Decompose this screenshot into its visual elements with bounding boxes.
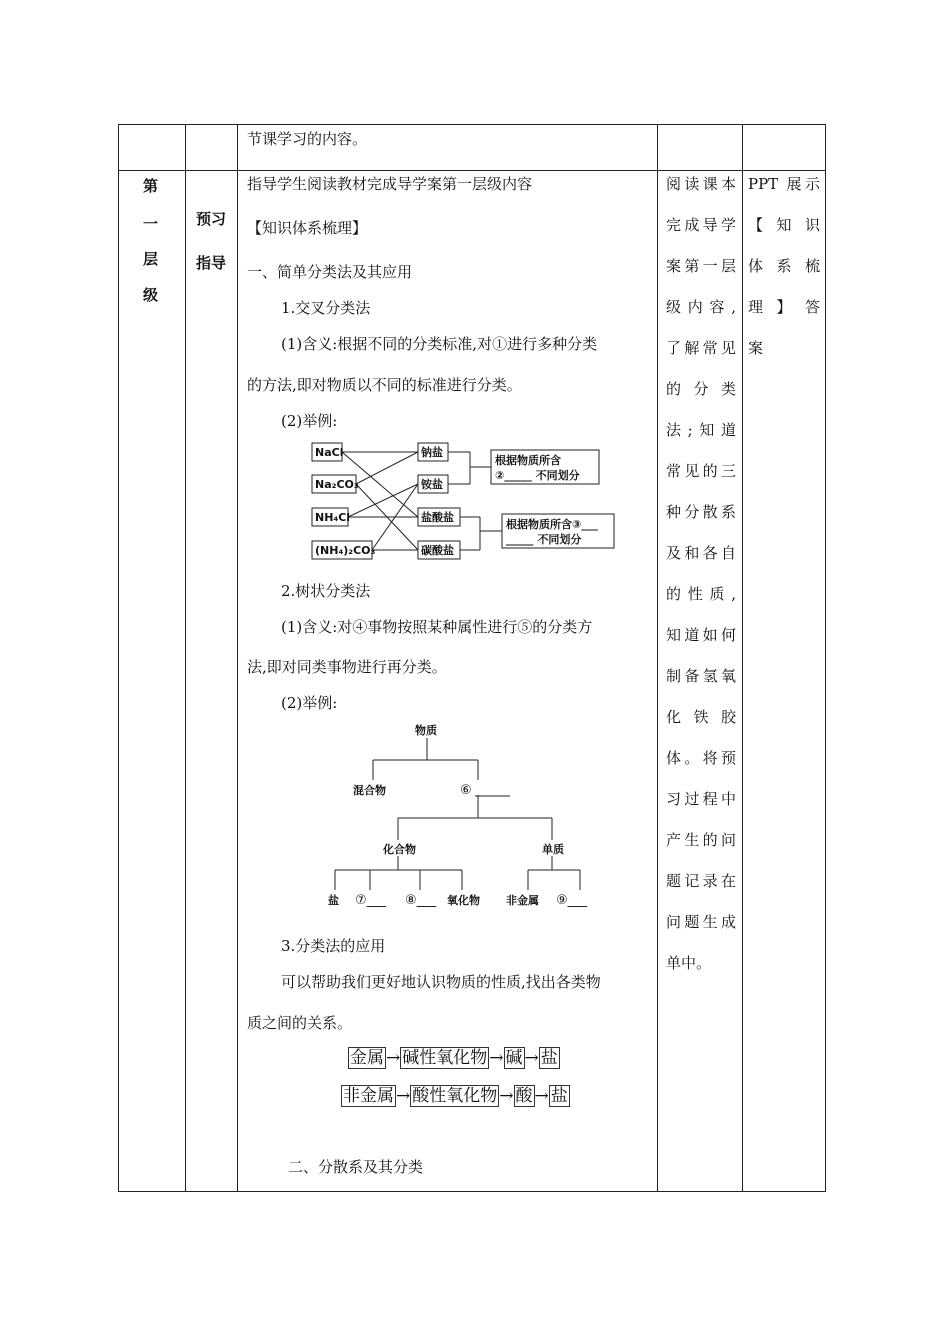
activity-line: 习过程中 bbox=[666, 790, 736, 808]
arrow-icon: → bbox=[499, 1086, 514, 1106]
media-line: 案 bbox=[748, 339, 764, 357]
tree-classification-diagram bbox=[320, 718, 620, 913]
s2-example: (2)举例: bbox=[281, 694, 338, 712]
chain2-salt: 盐 bbox=[550, 1086, 568, 1106]
student-activity bbox=[666, 174, 736, 994]
activity-line: 体。将预 bbox=[666, 749, 736, 767]
section-label-2: 指导 bbox=[196, 254, 227, 272]
content-intro: 指导学生阅读教材完成导学案第一层级内容 bbox=[247, 175, 533, 193]
col-divider-4 bbox=[742, 125, 743, 1191]
section-label-1: 预习 bbox=[196, 210, 227, 228]
chain2-nonmetal: 非金属 bbox=[343, 1086, 394, 1106]
s3-text-line1: 可以帮助我们更好地认识物质的性质,找出各类物 bbox=[281, 973, 601, 991]
mid-label-3: 盐酸盐 bbox=[421, 511, 454, 524]
level-label-1: 第 bbox=[143, 177, 159, 195]
left-label-4: (NH₄)₂CO₃ bbox=[315, 544, 376, 557]
cross-classification-diagram bbox=[305, 440, 625, 565]
col-divider-1 bbox=[185, 125, 186, 1191]
s2-def-line1: (1)含义:对④事物按照某种属性进行⑤的分类方 bbox=[281, 618, 593, 636]
media-line: 体 系 梳 bbox=[748, 257, 820, 275]
arrow-icon: → bbox=[396, 1086, 411, 1106]
mid-label-4: 碳酸盐 bbox=[421, 544, 454, 557]
tree-oxide: 氧化物 bbox=[447, 894, 480, 907]
s1-title: 1.交叉分类法 bbox=[281, 299, 371, 317]
activity-line: 阅读课本 bbox=[666, 175, 736, 193]
right-top-line1: 根据物质所含 bbox=[495, 454, 561, 467]
arrow-icon: → bbox=[534, 1086, 549, 1106]
chain-row-1 bbox=[348, 1048, 560, 1068]
activity-line: 单中。 bbox=[666, 954, 712, 972]
activity-line: 题记录在 bbox=[666, 872, 736, 890]
col-divider-3 bbox=[657, 125, 658, 1191]
activity-line: 种分散系 bbox=[666, 503, 736, 521]
tree-element: 单质 bbox=[542, 843, 564, 856]
activity-line: 的性质, bbox=[666, 585, 736, 603]
level-label-3: 层 bbox=[143, 250, 159, 268]
right-bottom-line2: _____ 不同划分 bbox=[506, 533, 582, 546]
s2-def-line2: 法,即对同类事物进行再分类。 bbox=[247, 658, 447, 676]
content-heading: 【知识体系梳理】 bbox=[247, 219, 368, 237]
s3-text-line2: 质之间的关系。 bbox=[247, 1014, 353, 1032]
left-label-2: Na₂CO₃ bbox=[315, 478, 359, 491]
part1-title: 一、简单分类法及其应用 bbox=[247, 263, 413, 281]
s1-def-line2: 的方法,即对物质以不同的标准进行分类。 bbox=[247, 376, 522, 394]
s1-example: (2)举例: bbox=[281, 412, 338, 430]
activity-line: 产生的问 bbox=[666, 831, 736, 849]
mid-label-1: 钠盐 bbox=[421, 446, 443, 459]
chain1-base: 碱 bbox=[505, 1048, 523, 1068]
arrow-icon: → bbox=[386, 1048, 401, 1068]
activity-line: 问题生成 bbox=[666, 913, 736, 931]
chain1-metal: 金属 bbox=[350, 1048, 384, 1068]
activity-line: 知道如何 bbox=[666, 626, 736, 644]
s3-title: 3.分类法的应用 bbox=[281, 937, 386, 955]
s2-title: 2.树状分类法 bbox=[281, 582, 371, 600]
tree-pure: ⑥ bbox=[460, 783, 472, 798]
tree-root: 物质 bbox=[415, 724, 437, 737]
activity-line: 了解常见 bbox=[666, 339, 736, 357]
tree-c8: ⑧___ bbox=[405, 893, 437, 908]
right-bottom-line1: 根据物质所含③___ bbox=[506, 518, 598, 531]
activity-line: 级内容, bbox=[666, 298, 736, 316]
arrow-icon: → bbox=[524, 1048, 539, 1068]
activity-line: 化 铁 胶 bbox=[666, 708, 736, 726]
prev-row-text: 节课学习的内容。 bbox=[247, 130, 368, 148]
tree-mixture: 混合物 bbox=[353, 784, 386, 797]
level-label-4: 级 bbox=[143, 286, 159, 304]
activity-line: 完成导学 bbox=[666, 216, 736, 234]
s1-def-line1: (1)含义:根据不同的分类标准,对①进行多种分类 bbox=[281, 335, 598, 353]
tree-nonmetal: 非金属 bbox=[506, 894, 539, 907]
media-line: 【 知 识 bbox=[748, 216, 820, 234]
media-line: PPT 展示 bbox=[748, 175, 820, 193]
chain2-acid: 酸 bbox=[515, 1086, 533, 1106]
row-divider bbox=[119, 170, 825, 171]
chain1-basic-oxide: 碱性氧化物 bbox=[402, 1048, 488, 1068]
chain2-acidic-oxide: 酸性氧化物 bbox=[412, 1086, 498, 1106]
right-top-line2: ②_____ 不同划分 bbox=[495, 469, 580, 482]
left-label-3: NH₄Cl bbox=[315, 511, 351, 524]
activity-line: 常见的三 bbox=[666, 462, 736, 480]
tree-c9: ⑨___ bbox=[556, 893, 588, 908]
activity-line: 的 分 类 bbox=[666, 380, 736, 398]
tree-compound: 化合物 bbox=[383, 843, 416, 856]
activity-line: 案第一层 bbox=[666, 257, 736, 275]
activity-line: 制备氢氧 bbox=[666, 667, 736, 685]
level-label-2: 一 bbox=[143, 215, 159, 233]
media-line: 理 】 答 bbox=[748, 298, 820, 316]
tree-salt: 盐 bbox=[328, 894, 339, 907]
activity-line: 及和各自 bbox=[666, 544, 736, 562]
col-divider-2 bbox=[237, 125, 238, 1191]
activity-line: 法;知道 bbox=[666, 421, 736, 439]
media-column bbox=[748, 174, 820, 379]
arrow-icon: → bbox=[489, 1048, 504, 1068]
chain-row-2 bbox=[341, 1086, 570, 1106]
mid-label-2: 铵盐 bbox=[421, 478, 443, 491]
chain1-salt: 盐 bbox=[540, 1048, 558, 1068]
tree-c7: ⑦___ bbox=[355, 893, 387, 908]
left-label-1: NaCl bbox=[315, 446, 344, 459]
part2-title: 二、分散系及其分类 bbox=[288, 1158, 424, 1176]
